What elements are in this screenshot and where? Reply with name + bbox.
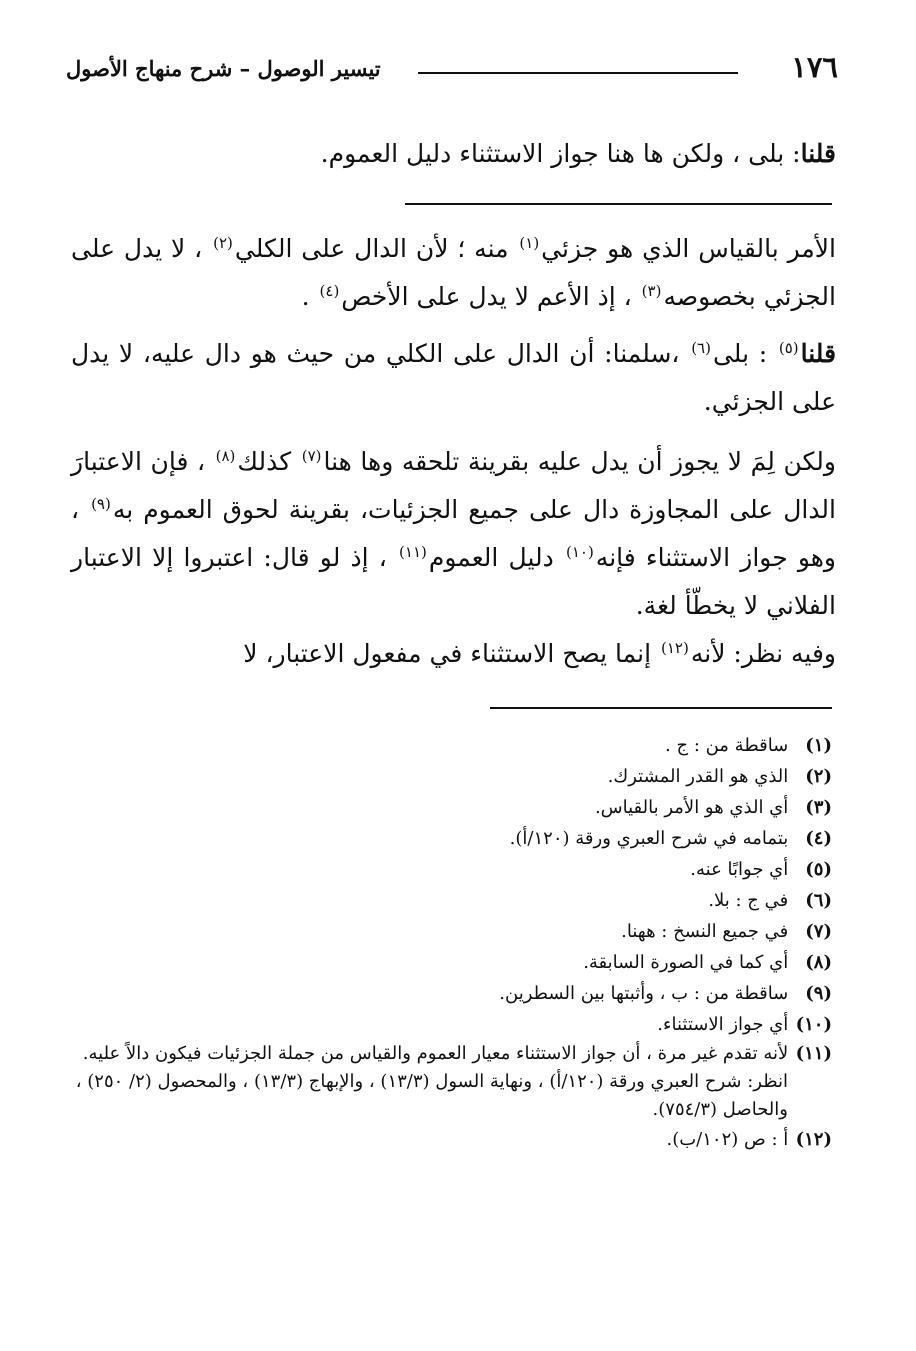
footnote-number: (١١) xyxy=(795,1043,832,1064)
running-title: تيسير الوصول – شرح منهاج الأصول xyxy=(66,56,381,81)
paragraph-1 xyxy=(136,130,836,178)
header-rule xyxy=(418,72,738,74)
text-run: منه ؛ لأن الدال على الكلي xyxy=(234,234,518,263)
footnote-ref: (٧) xyxy=(301,446,322,465)
text-run: ،سلمنا: أن الدال على الكلي من حيث هو دال عليه، لا يدل على الجزئي. xyxy=(71,339,836,416)
page-number: ١٧٦ xyxy=(791,50,838,84)
footnote-item xyxy=(62,823,832,854)
footnote-text: في جميع النسخ : ههنا. xyxy=(621,921,789,942)
footnote-separator xyxy=(490,707,832,709)
footnote-item xyxy=(62,1124,832,1155)
qulna-label: قلنا xyxy=(800,339,837,368)
qulna-label: قلنا xyxy=(800,139,836,168)
text-run: ، لا يدل على الجزئي بخصوصه xyxy=(71,234,836,311)
footnote-item xyxy=(62,1009,832,1040)
footnote-text: أ : ص (١٠٢/ب). xyxy=(666,1129,789,1150)
text-run: إنما يصح الاستثناء في مفعول الاعتبار، لا xyxy=(243,639,659,668)
text-run: . xyxy=(301,282,318,311)
footnote-ref: (٣) xyxy=(641,281,662,300)
footnote-ref: (٩) xyxy=(91,494,111,513)
text-run: : بلى xyxy=(712,339,777,368)
footnote-text: بتمامه في شرح العبري ورقة (١٢٠/أ). xyxy=(509,828,789,849)
paragraph-2 xyxy=(71,225,836,321)
footnote-ref: (١١) xyxy=(399,542,427,561)
footnote-ref: (٤) xyxy=(319,281,340,300)
footnote-item xyxy=(62,792,832,823)
footnote-item xyxy=(62,1040,832,1068)
footnote-ref: (١٢) xyxy=(660,638,689,657)
footnote-number: (٥) xyxy=(805,859,832,880)
text-run: دليل العموم xyxy=(428,543,564,572)
footnote-number: (٩) xyxy=(805,983,832,1004)
footnote-ref: (٦) xyxy=(691,338,711,357)
footnotes-list xyxy=(62,730,832,1155)
footnote-item xyxy=(62,947,832,978)
footnote-text: ساقطة من : ب ، وأثبتها بين السطرين. xyxy=(499,983,789,1004)
footnote-text: ساقطة من : ج . xyxy=(665,735,789,756)
footnote-number: (٧) xyxy=(805,921,832,942)
text-run: الأمر بالقياس الذي هو جزئي xyxy=(541,234,836,263)
text-run: ولكن لِمَ لا يجوز أن يدل عليه بقرينة تلحقه وها هنا xyxy=(323,447,836,476)
page-header xyxy=(66,50,838,90)
footnote-text: انظر: شرح العبري ورقة (١٢٠/أ) ، ونهاية السول (١٣/٣) ، والإبهاج (١٣/٣) ، والمحصول (٢/ ٢٥٠) ، والحاصل (٧٥٤/٣). xyxy=(75,1071,788,1120)
footnote-text: أي كما في الصورة السابقة. xyxy=(583,952,789,973)
footnote-item xyxy=(62,730,832,761)
footnote-continuation xyxy=(62,1068,832,1124)
text-run: ، إذ لو قال: اعتبروا إلا الاعتبار الفلاني لا يخطّأ لغة. xyxy=(71,543,836,620)
footnote-text: لأنه تقدم غير مرة ، أن جواز الاستثناء معيار العموم والقياس من جملة الجزئيات فيكون دالاً عليه. xyxy=(82,1043,789,1064)
paragraph-5 xyxy=(71,630,836,678)
section-rule xyxy=(405,203,832,205)
footnote-ref: (١) xyxy=(519,233,540,252)
footnote-item xyxy=(62,978,832,1009)
footnote-item xyxy=(62,854,832,885)
footnote-number: (١٢) xyxy=(795,1129,832,1150)
footnote-ref: (٨) xyxy=(215,446,236,465)
footnote-text: أي جوابًا عنه. xyxy=(690,859,789,880)
footnote-text: أي الذي هو الأمر بالقياس. xyxy=(594,797,789,818)
text-run: كذلك xyxy=(237,447,300,476)
text-run: ، فإن الاعتبارَ الدال على المجاوزة دال على جميع الجزئيات، بقرينة لحوق العموم به xyxy=(71,447,837,524)
footnote-number: (٢) xyxy=(805,766,832,787)
paragraph-4 xyxy=(71,438,836,630)
text-run: ، إذ الأعم لا يدل على الأخص xyxy=(341,282,640,311)
text-run: ، وهو جواز الاستثناء فإنه xyxy=(71,495,837,572)
paragraph-3 xyxy=(71,330,836,426)
footnote-ref: (٢) xyxy=(213,233,233,252)
footnote-number: (٦) xyxy=(805,890,832,911)
footnote-number: (٤) xyxy=(805,828,832,849)
footnote-number: (٣) xyxy=(805,797,832,818)
footnote-ref: (١٠) xyxy=(565,542,594,561)
footnote-item xyxy=(62,885,832,916)
footnote-item xyxy=(62,916,832,947)
footnote-ref: (٥) xyxy=(778,338,799,357)
footnote-item xyxy=(62,761,832,792)
footnote-text: في ج : بلا. xyxy=(708,890,789,911)
footnote-number: (٨) xyxy=(805,952,832,973)
footnote-number: (١) xyxy=(805,735,832,756)
footnote-text: الذي هو القدر المشترك. xyxy=(607,766,789,787)
footnote-number: (١٠) xyxy=(795,1014,832,1035)
text-run: وفيه نظر: لأنه xyxy=(690,639,836,668)
footnote-text: أي جواز الاستثناء. xyxy=(657,1014,789,1035)
paragraph-1-text: : بلى ، ولكن ها هنا جواز الاستثناء دليل العموم. xyxy=(320,139,801,168)
